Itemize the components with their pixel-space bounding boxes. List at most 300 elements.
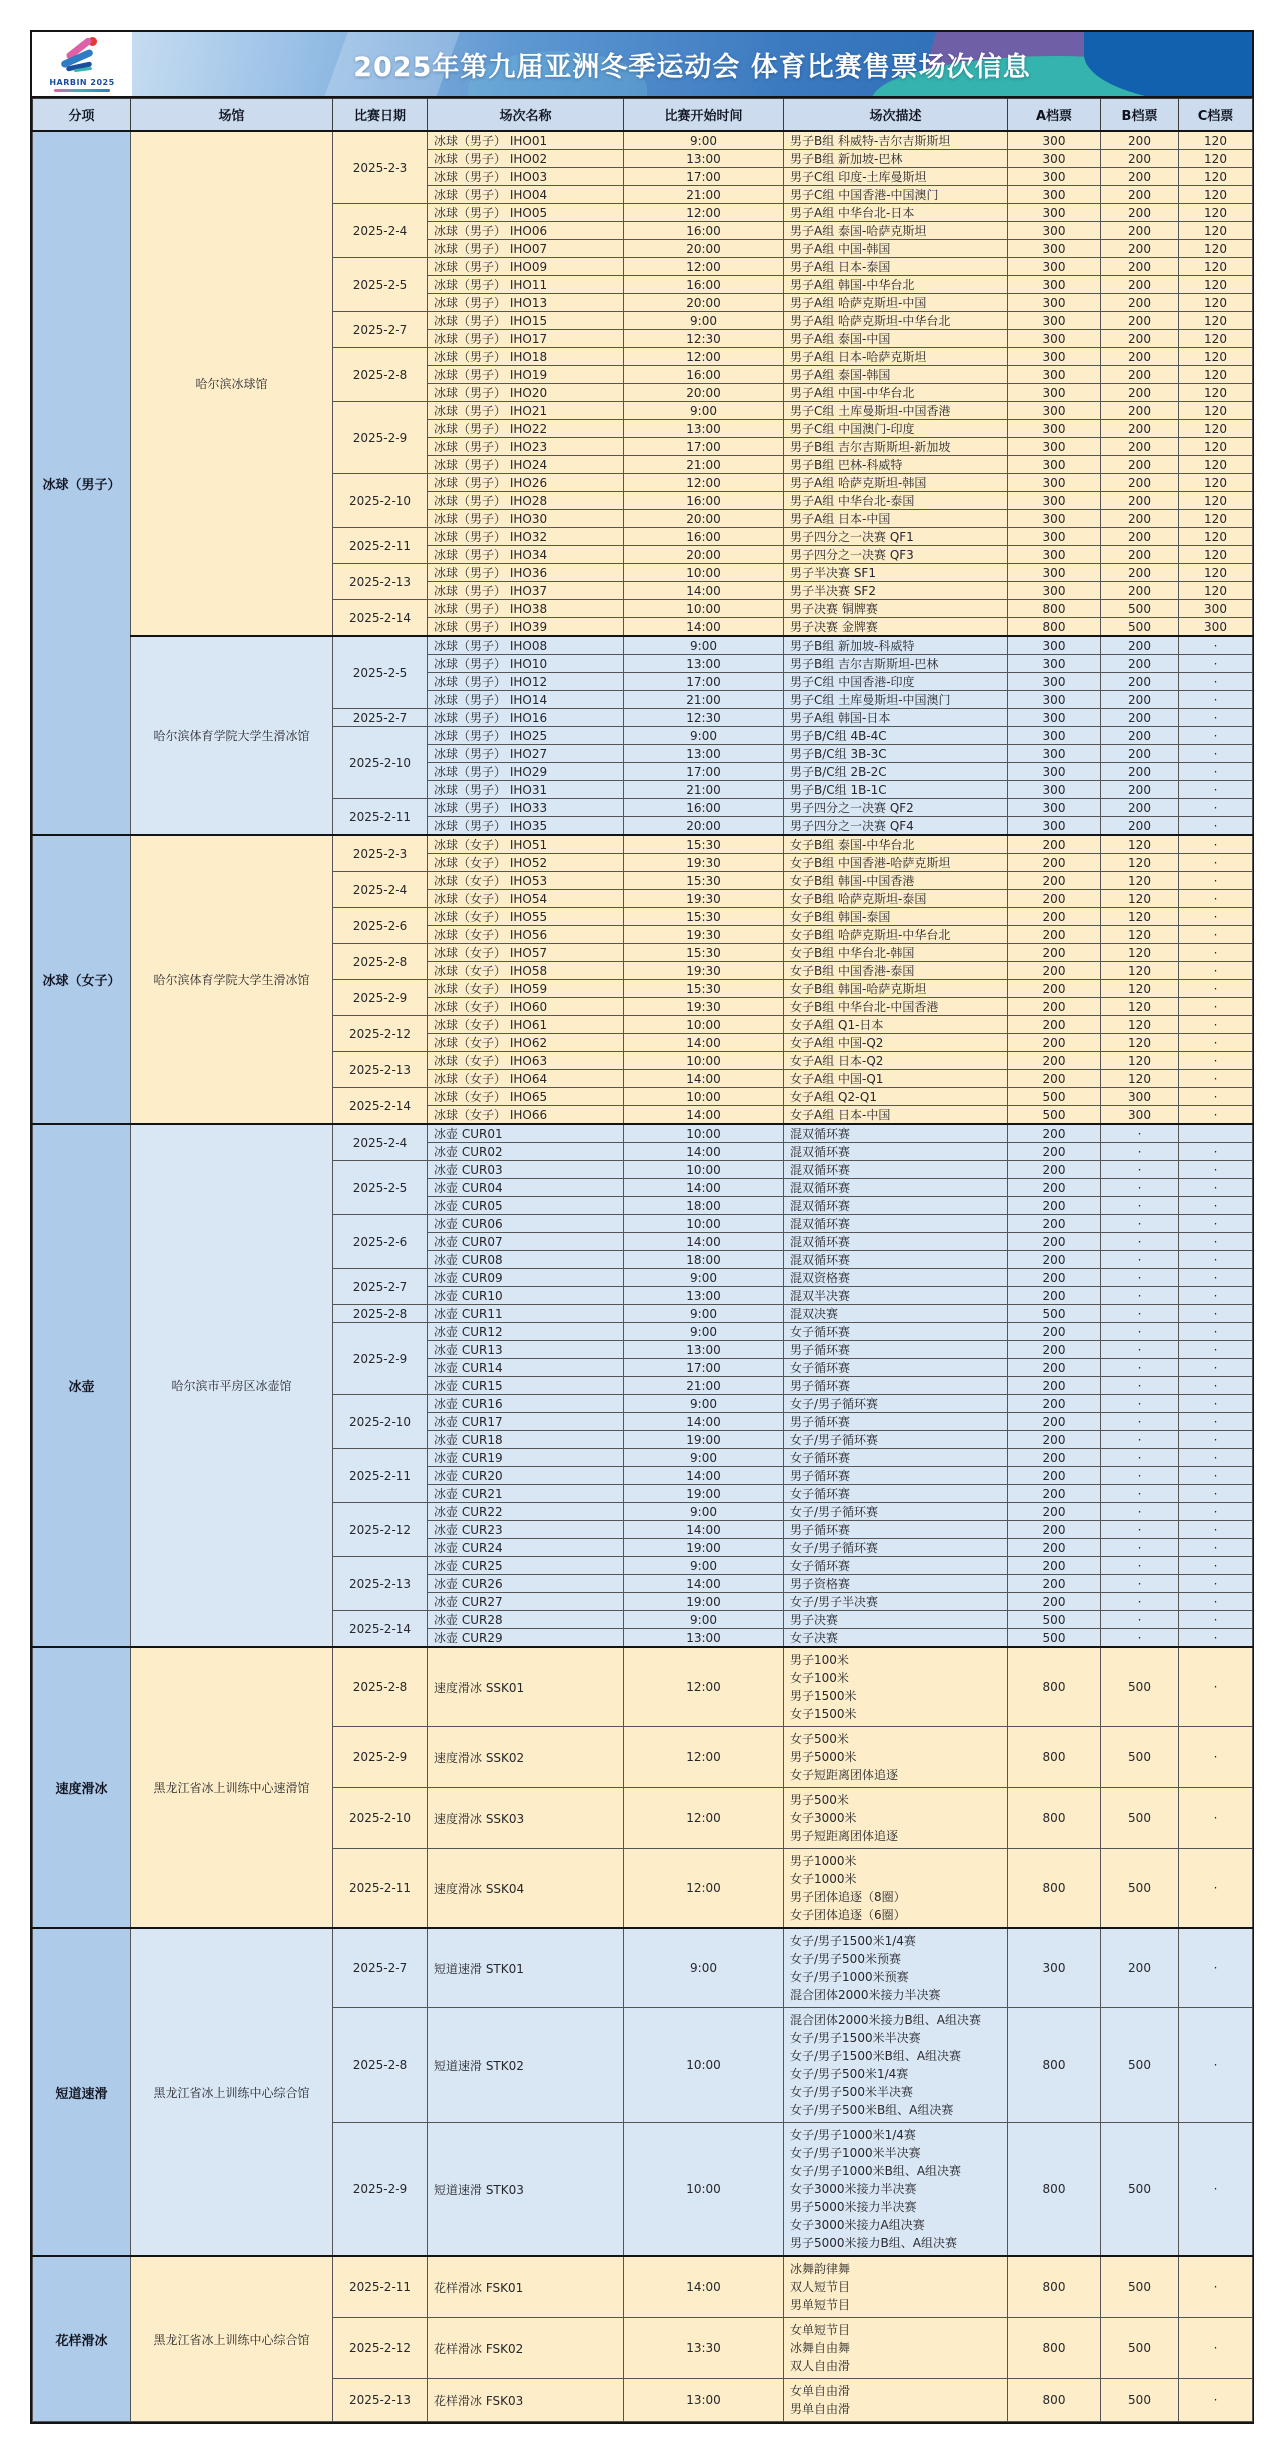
col-header-session-name: 场次名称 <box>428 99 624 132</box>
session-name-cell: 冰球（男子） IHO18 <box>428 348 624 366</box>
start-time-cell: 12:30 <box>624 709 784 727</box>
price-c-cell: · <box>1179 835 1253 854</box>
price-a-cell: 200 <box>1008 998 1101 1016</box>
description-cell: 男子A组 泰国-韩国 <box>784 366 1008 384</box>
price-b-cell: · <box>1101 1593 1179 1611</box>
start-time-cell: 20:00 <box>624 240 784 258</box>
price-c-cell: · <box>1179 709 1253 727</box>
price-c-cell: · <box>1179 1233 1253 1251</box>
price-a-cell: 300 <box>1008 781 1101 799</box>
price-b-cell: 200 <box>1101 799 1179 817</box>
price-c-cell: · <box>1179 872 1253 890</box>
price-a-cell: 300 <box>1008 312 1101 330</box>
description-cell <box>784 2256 1008 2318</box>
session-name-cell: 冰壶 CUR02 <box>428 1143 624 1161</box>
price-c-cell: · <box>1179 1197 1253 1215</box>
price-c-cell: · <box>1179 1928 1253 2008</box>
description-line: 混合团体2000米接力半决赛 <box>790 1988 941 2002</box>
price-b-cell: 200 <box>1101 384 1179 402</box>
date-cell: 2025-2-6 <box>333 1215 428 1269</box>
session-name-cell: 冰球（男子） IHO05 <box>428 204 624 222</box>
description-line: 女子/男子1000米B组、A组决赛 <box>790 2164 962 2178</box>
price-b-cell: 120 <box>1101 1016 1179 1034</box>
start-time-cell: 13:00 <box>624 2379 784 2422</box>
price-c-cell: · <box>1179 2318 1253 2379</box>
session-name-cell: 冰球（男子） IHO17 <box>428 330 624 348</box>
start-time-cell: 16:00 <box>624 799 784 817</box>
discipline-cell: 冰壶 <box>33 1124 131 1647</box>
description-line: 女子1500米 <box>790 1707 857 1721</box>
session-name-cell: 冰球（男子） IHO36 <box>428 564 624 582</box>
description-line: 女子/男子500米1/4赛 <box>790 2067 909 2081</box>
description-line: 女单自由滑 <box>790 2384 851 2398</box>
description-line: 双人短节目 <box>790 2280 851 2294</box>
price-c-cell: · <box>1179 890 1253 908</box>
description-cell: 女子/男子循环赛 <box>784 1395 1008 1413</box>
price-a-cell: 300 <box>1008 492 1101 510</box>
session-name-cell: 冰球（男子） IHO30 <box>428 510 624 528</box>
date-cell: 2025-2-14 <box>333 1088 428 1125</box>
price-a-cell: 300 <box>1008 294 1101 312</box>
price-c-cell: 300 <box>1179 600 1253 618</box>
price-c-cell: · <box>1179 763 1253 781</box>
price-a-cell: 200 <box>1008 1593 1101 1611</box>
price-c-cell: · <box>1179 1593 1253 1611</box>
session-name-cell: 冰球（男子） IHO24 <box>428 456 624 474</box>
start-time-cell: 9:00 <box>624 312 784 330</box>
date-cell: 2025-2-5 <box>333 258 428 312</box>
price-c-cell: · <box>1179 1647 1253 1727</box>
price-b-cell: · <box>1101 1629 1179 1648</box>
session-name-cell: 冰球（女子） IHO54 <box>428 890 624 908</box>
start-time-cell: 9:00 <box>624 1269 784 1287</box>
description-cell: 女子B组 中华台北-中国香港 <box>784 998 1008 1016</box>
col-header-date: 比赛日期 <box>333 99 428 132</box>
start-time-cell: 9:00 <box>624 1557 784 1575</box>
price-b-cell: 200 <box>1101 564 1179 582</box>
description-cell <box>784 2008 1008 2123</box>
price-b-cell: · <box>1101 1161 1179 1179</box>
price-c-cell: 300 <box>1179 618 1253 637</box>
start-time-cell: 16:00 <box>624 528 784 546</box>
description-cell: 混双循环赛 <box>784 1233 1008 1251</box>
description-cell: 男子决赛 金牌赛 <box>784 618 1008 637</box>
session-name-cell: 冰球（女子） IHO57 <box>428 944 624 962</box>
start-time-cell: 15:30 <box>624 908 784 926</box>
price-c-cell: 120 <box>1179 131 1253 150</box>
start-time-cell: 21:00 <box>624 1377 784 1395</box>
price-c-cell: · <box>1179 854 1253 872</box>
discipline-cell: 花样滑冰 <box>33 2256 131 2422</box>
title-bar <box>32 32 1252 98</box>
date-cell: 2025-2-8 <box>333 348 428 402</box>
price-c-cell: 120 <box>1179 348 1253 366</box>
date-cell: 2025-2-13 <box>333 1557 428 1611</box>
price-b-cell: · <box>1101 1251 1179 1269</box>
start-time-cell: 14:00 <box>624 1143 784 1161</box>
price-c-cell: · <box>1179 1788 1253 1849</box>
description-cell: 男子B组 科威特-吉尔吉斯斯坦 <box>784 131 1008 150</box>
price-b-cell: · <box>1101 1413 1179 1431</box>
price-c-cell: · <box>1179 799 1253 817</box>
session-name-cell: 冰球（男子） IHO01 <box>428 131 624 150</box>
start-time-cell: 9:00 <box>624 1503 784 1521</box>
description-cell: 男子A组 日本-中国 <box>784 510 1008 528</box>
session-name-cell: 冰壶 CUR11 <box>428 1305 624 1323</box>
session-name-cell: 冰壶 CUR18 <box>428 1431 624 1449</box>
price-b-cell: 200 <box>1101 745 1179 763</box>
price-c-cell: · <box>1179 745 1253 763</box>
session-name-cell: 花样滑冰 FSK03 <box>428 2379 624 2422</box>
session-name-cell: 冰球（女子） IHO61 <box>428 1016 624 1034</box>
session-name-cell: 花样滑冰 FSK01 <box>428 2256 624 2318</box>
date-cell: 2025-2-5 <box>333 636 428 709</box>
description-line: 女子3000米 <box>790 1811 857 1825</box>
price-b-cell: 200 <box>1101 402 1179 420</box>
session-name-cell: 冰球（女子） IHO52 <box>428 854 624 872</box>
session-name-cell: 冰壶 CUR21 <box>428 1485 624 1503</box>
price-c-cell: · <box>1179 1629 1253 1648</box>
price-b-cell: · <box>1101 1359 1179 1377</box>
price-a-cell: 300 <box>1008 402 1101 420</box>
price-a-cell: 200 <box>1008 872 1101 890</box>
price-b-cell: 200 <box>1101 168 1179 186</box>
price-c-cell: 120 <box>1179 546 1253 564</box>
price-b-cell: 200 <box>1101 222 1179 240</box>
start-time-cell: 9:00 <box>624 1323 784 1341</box>
price-b-cell: 120 <box>1101 890 1179 908</box>
description-cell: 女子B组 韩国-哈萨克斯坦 <box>784 980 1008 998</box>
price-b-cell: 200 <box>1101 1928 1179 2008</box>
date-cell: 2025-2-3 <box>333 835 428 872</box>
session-name-cell: 冰壶 CUR01 <box>428 1124 624 1143</box>
session-name-cell: 冰球（男子） IHO12 <box>428 673 624 691</box>
description-cell: 男子C组 土库曼斯坦-中国香港 <box>784 402 1008 420</box>
session-name-cell: 冰球（男子） IHO29 <box>428 763 624 781</box>
price-b-cell: 200 <box>1101 781 1179 799</box>
skater-emblem-icon <box>56 37 108 75</box>
session-name-cell: 冰球（男子） IHO09 <box>428 258 624 276</box>
price-a-cell: 300 <box>1008 745 1101 763</box>
price-b-cell: · <box>1101 1557 1179 1575</box>
price-a-cell: 200 <box>1008 1197 1101 1215</box>
price-a-cell: 200 <box>1008 1395 1101 1413</box>
price-b-cell: 200 <box>1101 276 1179 294</box>
session-row <box>33 131 1253 150</box>
start-time-cell: 15:30 <box>624 835 784 854</box>
price-b-cell: 200 <box>1101 528 1179 546</box>
description-cell: 男子A组 泰国-中国 <box>784 330 1008 348</box>
start-time-cell: 16:00 <box>624 276 784 294</box>
price-c-cell: 120 <box>1179 330 1253 348</box>
venue-cell: 哈尔滨体育学院大学生滑冰馆 <box>131 835 333 1124</box>
price-b-cell: 200 <box>1101 709 1179 727</box>
description-cell: 女子/男子半决赛 <box>784 1593 1008 1611</box>
description-cell: 男子A组 哈萨克斯坦-中华台北 <box>784 312 1008 330</box>
price-a-cell: 200 <box>1008 1467 1101 1485</box>
start-time-cell: 12:30 <box>624 330 784 348</box>
session-name-cell: 冰球（男子） IHO03 <box>428 168 624 186</box>
price-a-cell: 200 <box>1008 1575 1101 1593</box>
start-time-cell: 17:00 <box>624 763 784 781</box>
start-time-cell: 12:00 <box>624 348 784 366</box>
session-name-cell: 冰球（男子） IHO06 <box>428 222 624 240</box>
price-c-cell: 120 <box>1179 366 1253 384</box>
col-header-discipline: 分项 <box>33 99 131 132</box>
column-header-row <box>33 99 1253 132</box>
price-a-cell: 300 <box>1008 150 1101 168</box>
price-c-cell: 120 <box>1179 204 1253 222</box>
description-line: 女子500米 <box>790 1732 849 1746</box>
price-c-cell: · <box>1179 1377 1253 1395</box>
description-cell: 男子四分之一决赛 QF1 <box>784 528 1008 546</box>
session-name-cell: 冰壶 CUR10 <box>428 1287 624 1305</box>
session-row <box>33 636 1253 655</box>
price-a-cell: 200 <box>1008 1359 1101 1377</box>
price-a-cell: 200 <box>1008 890 1101 908</box>
price-a-cell: 300 <box>1008 348 1101 366</box>
price-c-cell: 120 <box>1179 492 1253 510</box>
session-name-cell: 冰壶 CUR22 <box>428 1503 624 1521</box>
price-c-cell: · <box>1179 817 1253 836</box>
date-cell: 2025-2-4 <box>333 1124 428 1161</box>
session-name-cell: 冰球（男子） IHO28 <box>428 492 624 510</box>
discipline-cell: 冰球（男子） <box>33 131 131 835</box>
start-time-cell: 19:30 <box>624 890 784 908</box>
price-a-cell: 300 <box>1008 186 1101 204</box>
start-time-cell: 19:00 <box>624 1485 784 1503</box>
price-a-cell: 500 <box>1008 1106 1101 1125</box>
description-line: 混合团体2000米接力B组、A组决赛 <box>790 2013 981 2027</box>
start-time-cell: 10:00 <box>624 2008 784 2123</box>
price-b-cell: 200 <box>1101 258 1179 276</box>
session-name-cell: 冰球（女子） IHO59 <box>428 980 624 998</box>
session-name-cell: 冰壶 CUR05 <box>428 1197 624 1215</box>
price-b-cell: 200 <box>1101 546 1179 564</box>
price-c-cell: · <box>1179 1449 1253 1467</box>
description-cell: 女子B组 泰国-中华台北 <box>784 835 1008 854</box>
price-b-cell: · <box>1101 1215 1179 1233</box>
price-c-cell: · <box>1179 1611 1253 1629</box>
price-a-cell: 800 <box>1008 1727 1101 1788</box>
description-cell: 女子B组 韩国-泰国 <box>784 908 1008 926</box>
session-name-cell: 冰球（男子） IHO10 <box>428 655 624 673</box>
date-cell: 2025-2-13 <box>333 1052 428 1088</box>
start-time-cell: 12:00 <box>624 204 784 222</box>
price-b-cell: · <box>1101 1539 1179 1557</box>
price-b-cell: · <box>1101 1449 1179 1467</box>
session-name-cell: 冰球（女子） IHO55 <box>428 908 624 926</box>
start-time-cell: 16:00 <box>624 222 784 240</box>
price-c-cell: · <box>1179 1359 1253 1377</box>
start-time-cell: 15:30 <box>624 872 784 890</box>
date-cell: 2025-2-13 <box>333 2379 428 2422</box>
date-cell: 2025-2-4 <box>333 872 428 908</box>
start-time-cell: 10:00 <box>624 2123 784 2257</box>
price-c-cell: · <box>1179 655 1253 673</box>
start-time-cell: 10:00 <box>624 1161 784 1179</box>
session-name-cell: 短道速滑 STK03 <box>428 2123 624 2257</box>
description-cell <box>784 1727 1008 1788</box>
price-c-cell: · <box>1179 1503 1253 1521</box>
price-c-cell: · <box>1179 998 1253 1016</box>
session-name-cell: 冰球（男子） IHO31 <box>428 781 624 799</box>
description-cell: 男子半决赛 SF2 <box>784 582 1008 600</box>
description-cell: 男子B/C组 3B-3C <box>784 745 1008 763</box>
description-cell: 男子A组 中国-韩国 <box>784 240 1008 258</box>
start-time-cell: 19:30 <box>624 998 784 1016</box>
session-name-cell: 冰球（男子） IHO27 <box>428 745 624 763</box>
price-b-cell: · <box>1101 1485 1179 1503</box>
price-b-cell: 200 <box>1101 438 1179 456</box>
price-c-cell: · <box>1179 1070 1253 1088</box>
session-name-cell: 冰壶 CUR27 <box>428 1593 624 1611</box>
description-cell: 男子循环赛 <box>784 1341 1008 1359</box>
description-cell: 男子循环赛 <box>784 1413 1008 1431</box>
price-b-cell: 200 <box>1101 727 1179 745</box>
col-header-description: 场次描述 <box>784 99 1008 132</box>
date-cell: 2025-2-11 <box>333 528 428 564</box>
start-time-cell: 17:00 <box>624 438 784 456</box>
price-c-cell: · <box>1179 2256 1253 2318</box>
session-name-cell: 冰球（男子） IHO19 <box>428 366 624 384</box>
price-b-cell: 500 <box>1101 1788 1179 1849</box>
description-line: 男子100米 <box>790 1653 849 1667</box>
description-line: 女子1000米 <box>790 1872 857 1886</box>
price-c-cell: 120 <box>1179 312 1253 330</box>
description-cell: 男子A组 韩国-日本 <box>784 709 1008 727</box>
price-c-cell: · <box>1179 1467 1253 1485</box>
price-a-cell: 200 <box>1008 1052 1101 1070</box>
price-a-cell: 300 <box>1008 528 1101 546</box>
price-c-cell: 120 <box>1179 564 1253 582</box>
price-c-cell: · <box>1179 1727 1253 1788</box>
description-line: 女子/男子1500米1/4赛 <box>790 1934 916 1948</box>
price-b-cell: · <box>1101 1197 1179 1215</box>
price-b-cell: 200 <box>1101 366 1179 384</box>
description-line: 冰舞韵律舞 <box>790 2262 851 2276</box>
price-a-cell: 300 <box>1008 384 1101 402</box>
price-a-cell: 200 <box>1008 1070 1101 1088</box>
price-b-cell: 200 <box>1101 474 1179 492</box>
price-a-cell: 200 <box>1008 1215 1101 1233</box>
price-a-cell: 300 <box>1008 456 1101 474</box>
session-name-cell: 短道速滑 STK02 <box>428 2008 624 2123</box>
date-cell: 2025-2-8 <box>333 2008 428 2123</box>
price-b-cell: 500 <box>1101 1849 1179 1929</box>
price-b-cell: 120 <box>1101 908 1179 926</box>
start-time-cell: 13:00 <box>624 1341 784 1359</box>
price-b-cell: 200 <box>1101 492 1179 510</box>
description-cell: 女子B组 中国香港-泰国 <box>784 962 1008 980</box>
session-name-cell: 冰壶 CUR15 <box>428 1377 624 1395</box>
description-line: 女子3000米接力A组决赛 <box>790 2218 925 2232</box>
description-cell <box>784 1849 1008 1929</box>
session-name-cell: 速度滑冰 SSK04 <box>428 1849 624 1929</box>
price-b-cell: 200 <box>1101 204 1179 222</box>
price-c-cell: · <box>1179 2008 1253 2123</box>
price-b-cell: 200 <box>1101 655 1179 673</box>
price-c-cell: 120 <box>1179 258 1253 276</box>
price-b-cell: 200 <box>1101 150 1179 168</box>
description-cell <box>784 2379 1008 2422</box>
price-a-cell: 300 <box>1008 727 1101 745</box>
date-cell: 2025-2-3 <box>333 131 428 204</box>
session-name-cell: 冰球（男子） IHO21 <box>428 402 624 420</box>
start-time-cell: 10:00 <box>624 1088 784 1106</box>
session-name-cell: 冰壶 CUR20 <box>428 1467 624 1485</box>
description-cell: 男子B组 吉尔吉斯斯坦-巴林 <box>784 655 1008 673</box>
description-cell: 混双半决赛 <box>784 1287 1008 1305</box>
price-b-cell: 200 <box>1101 763 1179 781</box>
price-c-cell: · <box>1179 1341 1253 1359</box>
description-cell: 男子A组 泰国-哈萨克斯坦 <box>784 222 1008 240</box>
price-a-cell: 800 <box>1008 618 1101 637</box>
description-line: 双人自由滑 <box>790 2359 851 2373</box>
col-header-tier-a: A档票 <box>1008 99 1101 132</box>
start-time-cell: 14:00 <box>624 1070 784 1088</box>
description-cell <box>784 2123 1008 2257</box>
date-cell: 2025-2-8 <box>333 1305 428 1323</box>
price-c-cell: · <box>1179 1251 1253 1269</box>
price-b-cell: 200 <box>1101 510 1179 528</box>
price-c-cell: 120 <box>1179 474 1253 492</box>
date-cell: 2025-2-12 <box>333 1016 428 1052</box>
session-name-cell: 冰壶 CUR19 <box>428 1449 624 1467</box>
price-c-cell: · <box>1179 908 1253 926</box>
price-c-cell: 120 <box>1179 528 1253 546</box>
description-cell: 混双决赛 <box>784 1305 1008 1323</box>
description-line: 女子/男子500米B组、A组决赛 <box>790 2103 954 2117</box>
price-c-cell: 120 <box>1179 384 1253 402</box>
price-b-cell: 200 <box>1101 312 1179 330</box>
description-line: 女子/男子1000米半决赛 <box>790 2146 921 2160</box>
price-a-cell: 300 <box>1008 131 1101 150</box>
description-cell: 男子B/C组 1B-1C <box>784 781 1008 799</box>
price-b-cell: 200 <box>1101 673 1179 691</box>
price-a-cell: 200 <box>1008 1233 1101 1251</box>
start-time-cell: 13:00 <box>624 745 784 763</box>
price-b-cell: 120 <box>1101 1052 1179 1070</box>
start-time-cell: 16:00 <box>624 492 784 510</box>
price-a-cell: 300 <box>1008 636 1101 655</box>
description-line: 女子/男子500米预赛 <box>790 1952 901 1966</box>
price-c-cell: · <box>1179 1431 1253 1449</box>
price-a-cell: 200 <box>1008 980 1101 998</box>
date-cell: 2025-2-7 <box>333 1269 428 1305</box>
session-name-cell: 冰球（男子） IHO39 <box>428 618 624 637</box>
date-cell: 2025-2-7 <box>333 709 428 727</box>
description-cell: 女子/男子循环赛 <box>784 1503 1008 1521</box>
start-time-cell: 19:30 <box>624 962 784 980</box>
price-a-cell: 200 <box>1008 962 1101 980</box>
description-line: 男子5000米接力半决赛 <box>790 2200 917 2214</box>
description-line: 男子500米 <box>790 1793 849 1807</box>
date-cell: 2025-2-8 <box>333 1647 428 1727</box>
price-c-cell: 120 <box>1179 222 1253 240</box>
price-c-cell: 120 <box>1179 186 1253 204</box>
date-cell: 2025-2-14 <box>333 600 428 637</box>
description-cell <box>784 1647 1008 1727</box>
description-cell: 女子B组 中国香港-哈萨克斯坦 <box>784 854 1008 872</box>
price-b-cell: · <box>1101 1521 1179 1539</box>
session-row <box>33 1647 1253 1727</box>
price-b-cell: 120 <box>1101 962 1179 980</box>
price-a-cell: 300 <box>1008 240 1101 258</box>
price-a-cell: 300 <box>1008 655 1101 673</box>
start-time-cell: 12:00 <box>624 1647 784 1727</box>
session-name-cell: 冰球（男子） IHO15 <box>428 312 624 330</box>
